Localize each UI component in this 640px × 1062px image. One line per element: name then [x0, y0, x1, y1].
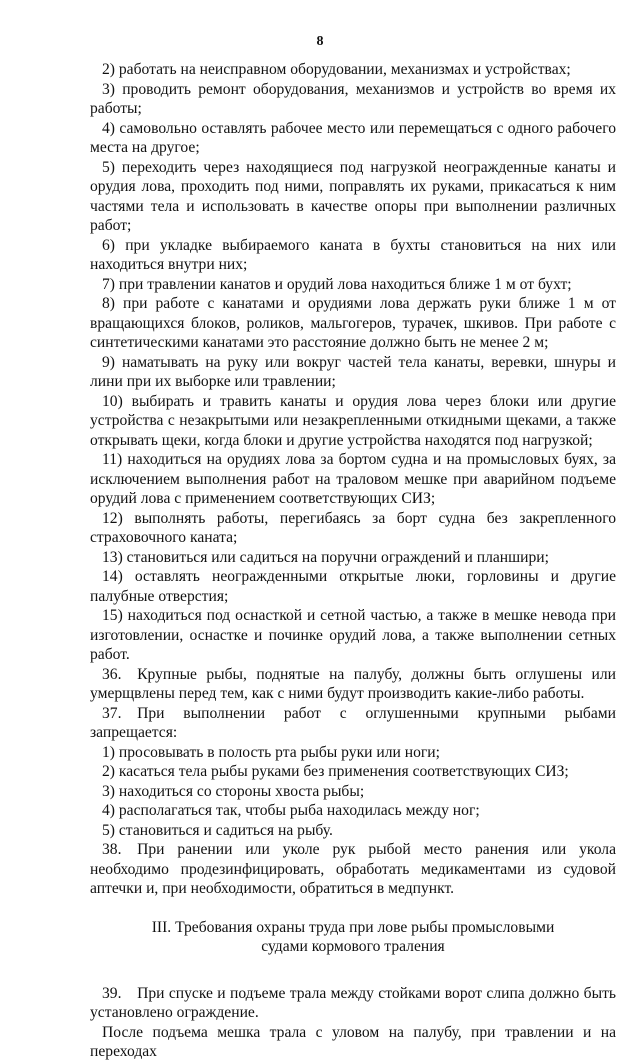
section-heading-line-2: судами кормового траления — [261, 938, 445, 955]
paragraph-item-7: 7) при травлении канатов и орудий лова находиться ближе 1 м от бухт; — [102, 275, 572, 293]
paragraph-item-13: 13) становиться или садиться на поручни ограждений и планшири; — [102, 548, 549, 566]
paragraph-item-14: 14) оставлять неогражденными открытые люки, горловины и другие палубные отверстия; — [90, 568, 616, 605]
paragraph-item-9: 9) наматывать на руку или вокруг частей тела канаты, веревки, шнуры и лини при их выборке или травлении; — [90, 353, 616, 390]
paragraph-item-2: 2) работать на неисправном оборудовании, механизмах и устройствах; — [102, 61, 571, 78]
paragraph-clause-39: 39. При спуске и подъеме трала между стойками ворот слипа должно быть установлено ограждение. — [90, 984, 616, 1021]
paragraph-clause-36: 36. Крупные рыбы, поднятые на палубу, должны быть оглушены или умерщвлены перед тем, как с ними будут производить какие-либо работы. — [90, 665, 616, 702]
paragraph-subitem-2: 2) касаться тела рыбы руками без применения соответствующих СИЗ; — [102, 763, 569, 780]
paragraph-continuation: После подъема мешка трала с уловом на палубу, при травлении и на переходах — [90, 1023, 616, 1060]
paragraph-item-3: 3) проводить ремонт оборудования, механизмов и устройств во время их работы; — [90, 80, 616, 117]
paragraph-subitem-5: 5) становиться и садиться на рыбу. — [102, 821, 333, 839]
paragraph-item-6: 6) при укладке выбираемого каната в бухты становиться на них или находиться внутри них; — [90, 236, 616, 273]
document-body — [90, 60, 616, 1062]
paragraph-item-5: 5) переходить через находящиеся под нагрузкой неогражденные канаты и орудия лова, проходить под ними, поправлять их руками, прикасаться к ним частями тела и использовать в качестве опоры при выполнении различных работ; — [90, 158, 616, 234]
paragraph-item-10: 10) выбирать и травить канаты и орудия лова через блоки или другие устройства с незакрытыми или незакрепленными откидными щеками, а также открывать щеки, когда блоки и другие устройства находятся под нагрузкой; — [90, 392, 616, 449]
section-heading-line-1: III. Требования охраны труда при лове рыбы промысловыми — [151, 918, 555, 936]
paragraph-item-15: 15) находиться под оснасткой и сетной частью, а также в мешке невода при изготовлении, оснастке и починке орудий лова, а также выполнении сетных работ. — [90, 607, 616, 663]
paragraph-item-8: 8) при работе с канатами и орудиями лова держать руки ближе 1 м от вращающихся блоков, роликов, мальгогеров, турачек, шкивов. При работе с синтетическими канатами это расстояние должно быть не менее 2 м; — [90, 295, 616, 351]
paragraph-subitem-3: 3) находиться со стороны хвоста рыбы; — [102, 782, 365, 800]
paragraph-item-12: 12) выполнять работы, перегибаясь за борт судна без закрепленного страховочного каната; — [90, 509, 616, 546]
paragraph-clause-37: 37. При выполнении работ с оглушенными крупными рыбами запрещается: — [90, 704, 616, 741]
paragraph-item-11: 11) находиться на орудиях лова за бортом судна и на промысловых буях, за исключением выполнения работ на траловом мешке при аварийном подъеме орудий лова с применением соответствующих СИЗ; — [90, 451, 616, 507]
paragraph-subitem-4: 4) располагаться так, чтобы рыба находилась между ног; — [102, 802, 480, 819]
paragraph-item-4: 4) самовольно оставлять рабочее место или перемещаться с одного рабочего места на другое; — [90, 119, 616, 156]
section-heading — [90, 918, 616, 957]
paragraph-subitem-1: 1) просовывать в полость рта рыбы руки или ноги; — [102, 743, 440, 761]
page-number: 8 — [316, 34, 324, 49]
paragraph-clause-38: 38. При ранении или уколе рук рыбой место ранения или укола необходимо продезинфицировать, обработать медикаментами из судовой аптечки и, при необходимости, обратиться в медпункт. — [90, 841, 616, 897]
